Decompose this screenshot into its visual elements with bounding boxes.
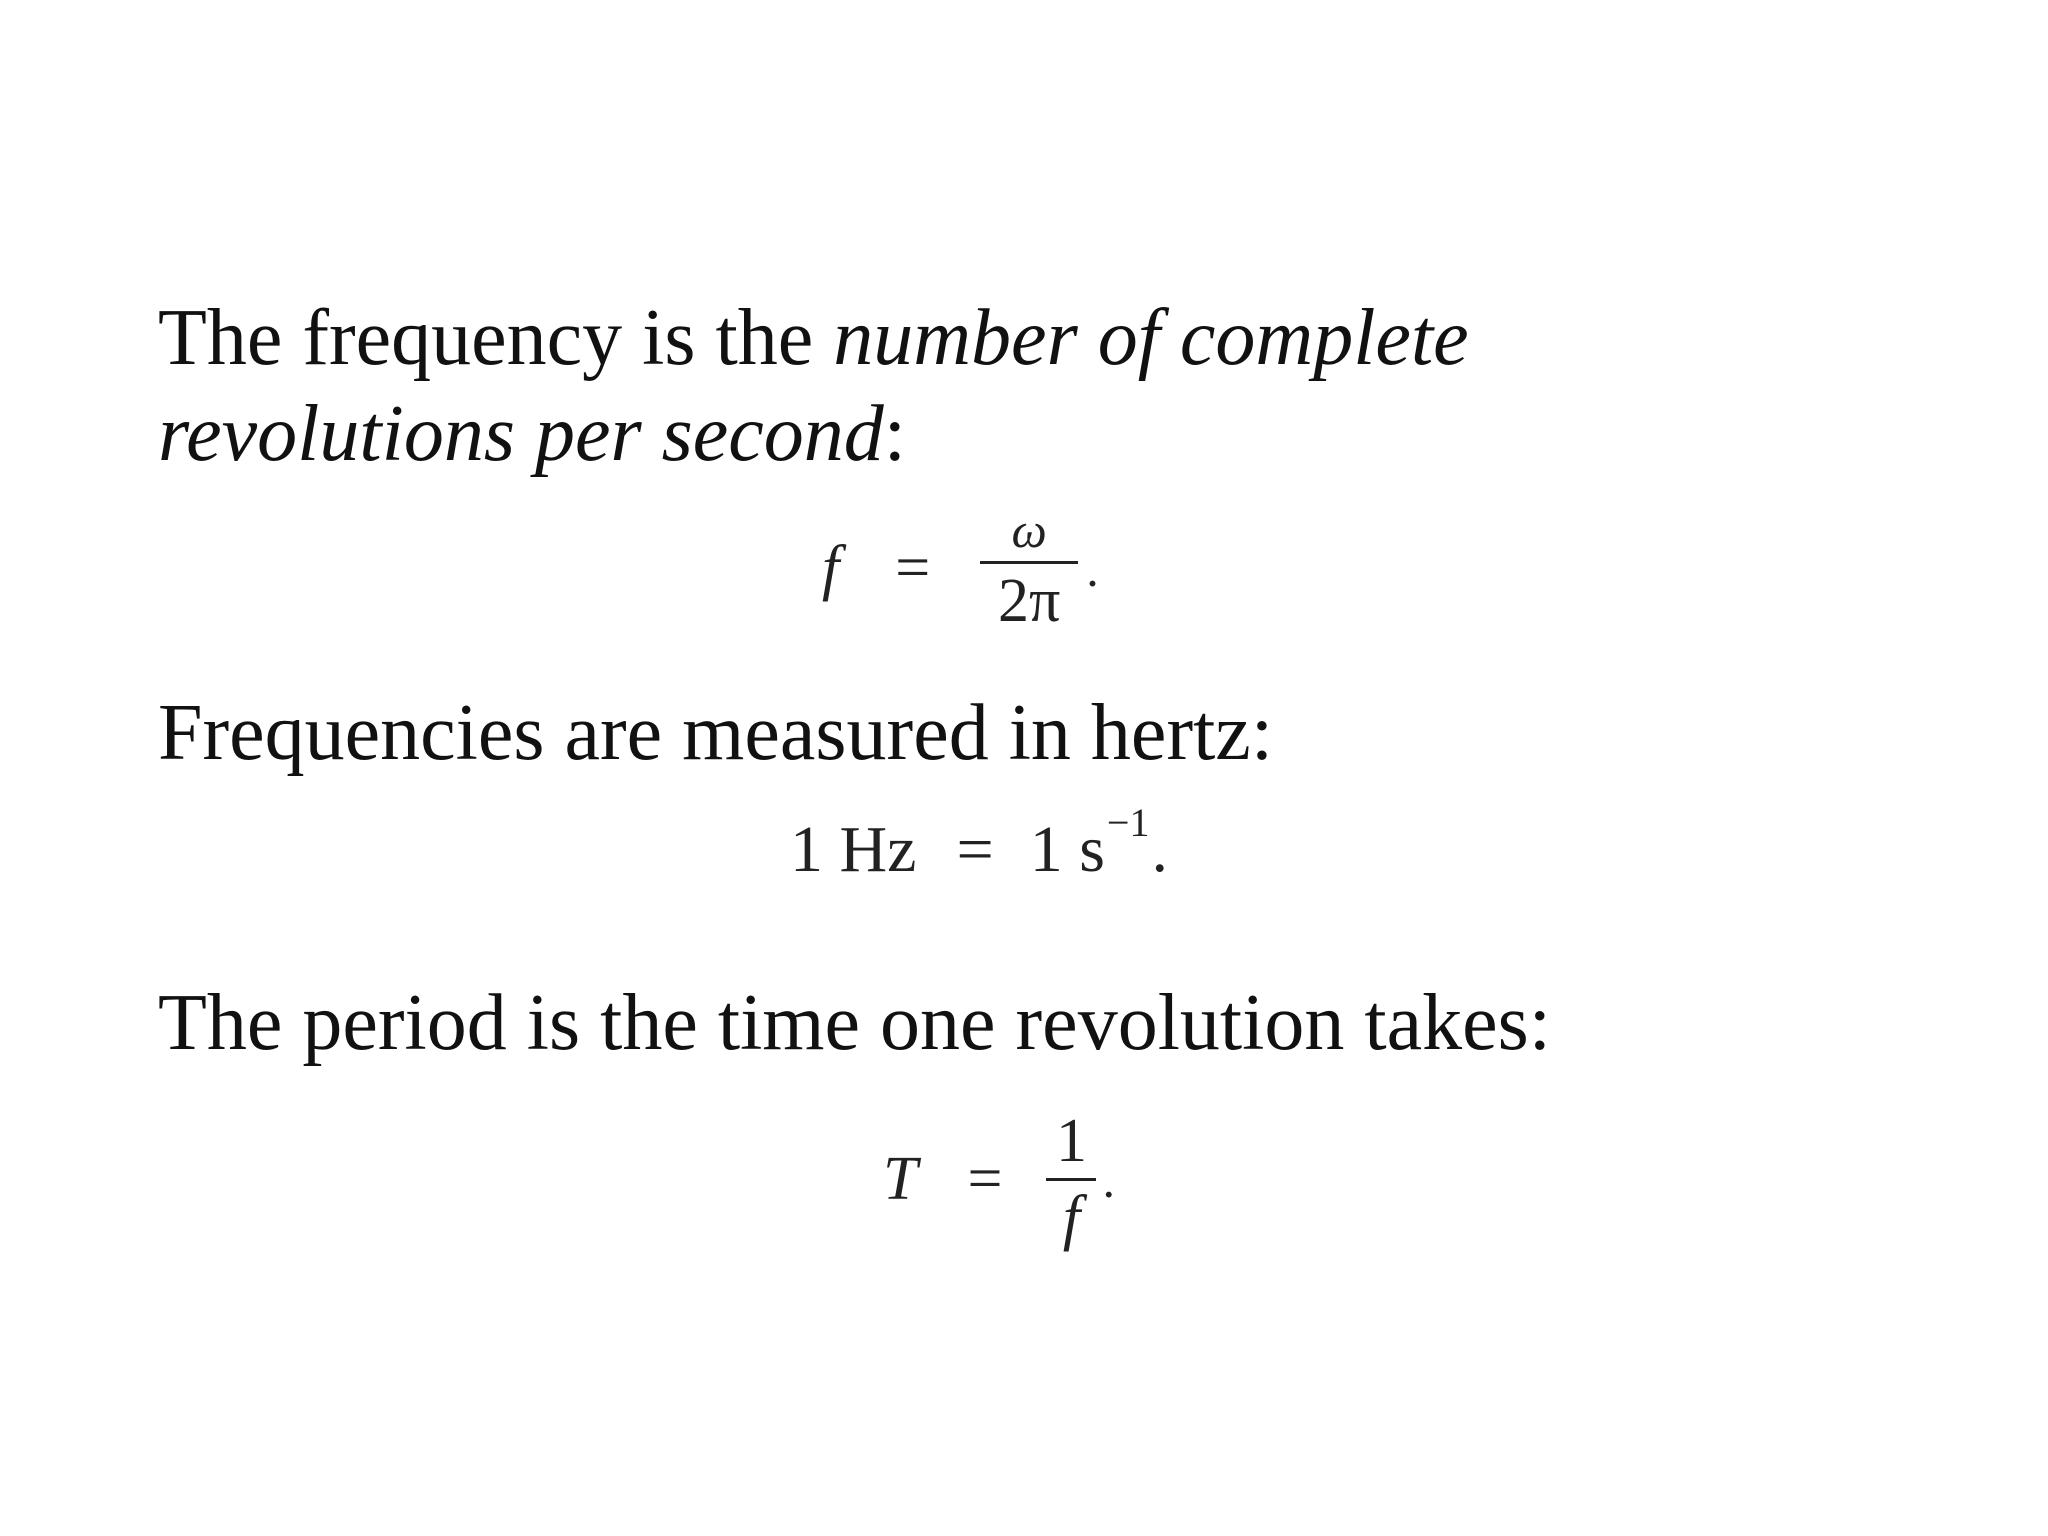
hertz-equation-exponent: −1	[1106, 799, 1150, 845]
hertz-equation-lhs: 1 Hz	[790, 813, 917, 886]
period-equation-denominator: f	[1062, 1184, 1081, 1252]
frequency-equation	[822, 502, 1099, 635]
fraction-bar	[1046, 1178, 1096, 1181]
frequency-definition-emphasis-line1: number of complete	[833, 294, 1469, 382]
frequency-equation-fraction	[980, 502, 1078, 635]
frequency-equation-denominator: 2π	[998, 567, 1061, 635]
fraction-bar	[980, 561, 1078, 564]
frequency-equation-equals: =	[895, 534, 931, 602]
hertz-statement: Frequencies are measured in hertz:	[158, 689, 1274, 777]
frequency-definition-colon: :	[883, 390, 907, 478]
frequency-definition	[158, 290, 1469, 482]
period-equation-fraction	[1046, 1107, 1096, 1252]
frequency-equation-lhs: f	[822, 534, 840, 602]
frequency-equation-period: .	[1086, 540, 1099, 597]
hertz-equation-period: .	[1151, 813, 1168, 886]
frequency-equation-numerator: ω	[1011, 502, 1047, 558]
period-equation-numerator: 1	[1055, 1107, 1087, 1175]
period-equation-period: .	[1102, 1151, 1115, 1208]
frequency-definition-plain: The frequency is the	[158, 294, 834, 382]
period-definition: The period is the time one revolution takes:	[158, 979, 1551, 1067]
hertz-equation-equals: =	[956, 813, 994, 886]
period-equation-equals: =	[967, 1145, 1003, 1213]
period-equation-lhs: T	[883, 1145, 918, 1213]
hertz-equation	[790, 799, 1168, 888]
hertz-equation-rhs: 1 s	[1029, 813, 1105, 886]
period-equation	[883, 1107, 1115, 1252]
frequency-definition-emphasis-line2: revolutions per second	[158, 390, 884, 478]
